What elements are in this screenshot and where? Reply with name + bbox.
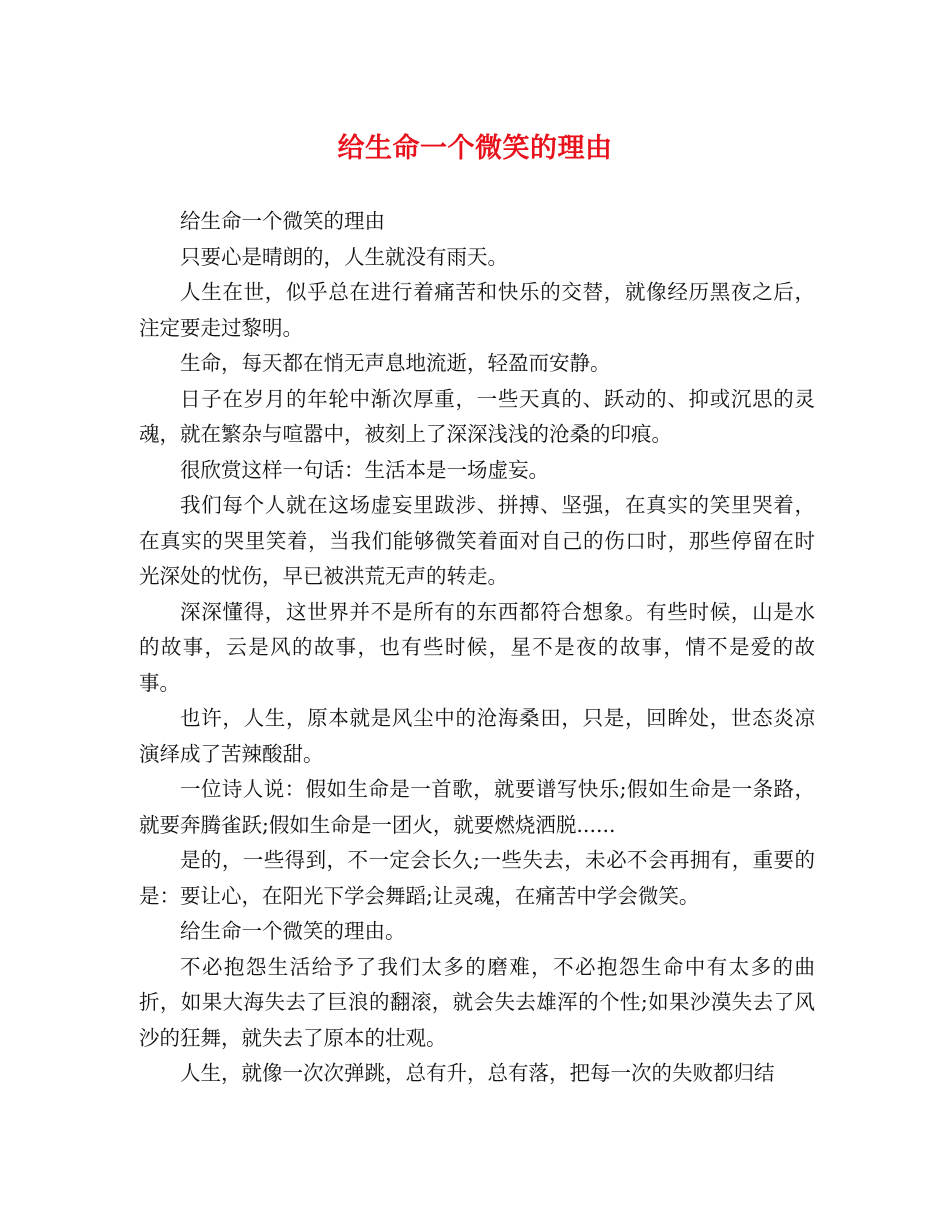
paragraph: 人生在世，似乎总在进行着痛苦和快乐的交替，就像经历黑夜之后，注定要走过黎明。 <box>139 280 815 340</box>
document-title: 给生命一个微笑的理由 <box>337 133 613 164</box>
paragraph: 是的，一些得到，不一定会长久;一些失去，未必不会再拥有，重要的是：要让心，在阳光下学会舞蹈;让灵魂，在痛苦中学会微笑。 <box>139 848 815 908</box>
paragraph: 不必抱怨生活给予了我们太多的磨难，不必抱怨生命中有太多的曲折，如果大海失去了巨浪的翻滚，就会失去雄浑的个性;如果沙漠失去了风沙的狂舞，就失去了原本的壮观。 <box>139 954 815 1050</box>
paragraph: 也许，人生，原本就是风尘中的沧海桑田，只是，回眸处，世态炎凉演绎成了苦辣酸甜。 <box>139 706 815 766</box>
paragraph: 一位诗人说：假如生命是一首歌，就要谱写快乐;假如生命是一条路，就要奔腾雀跃;假如生命是一团火，就要燃烧洒脱...... <box>139 777 815 837</box>
paragraph: 生命，每天都在悄无声息地流逝，轻盈而安静。 <box>180 351 611 375</box>
paragraph: 日子在岁月的年轮中渐次厚重，一些天真的、跃动的、抑或沉思的灵魂，就在繁杂与喧嚣中，被刻上了深深浅浅的沧桑的印痕。 <box>139 386 815 446</box>
paragraph: 深深懂得，这世界并不是所有的东西都符合想象。有些时候，山是水的故事，云是风的故事，也有些时候，星不是夜的故事，情不是爱的故事。 <box>139 599 815 695</box>
paragraph: 很欣赏这样一句话：生活本是一场虚妄。 <box>180 457 549 482</box>
paragraph: 我们每个人就在这场虚妄里跋涉、拼搏、坚强，在真实的笑里哭着，在真实的哭里笑着，当我们能够微笑着面对自己的伤口时，那些停留在时光深处的忧伤，早已被洪荒无声的转走。 <box>139 493 815 588</box>
paragraph: 人生，就像一次次弹跳，总有升，总有落，把每一次的失败都归结 <box>180 1061 775 1085</box>
paragraph: 给生命一个微笑的理由。 <box>180 919 406 943</box>
paragraph: 只要心是晴朗的，人生就没有雨天。 <box>180 244 508 269</box>
document-body <box>139 204 815 1092</box>
paragraph: 给生命一个微笑的理由 <box>180 209 385 233</box>
